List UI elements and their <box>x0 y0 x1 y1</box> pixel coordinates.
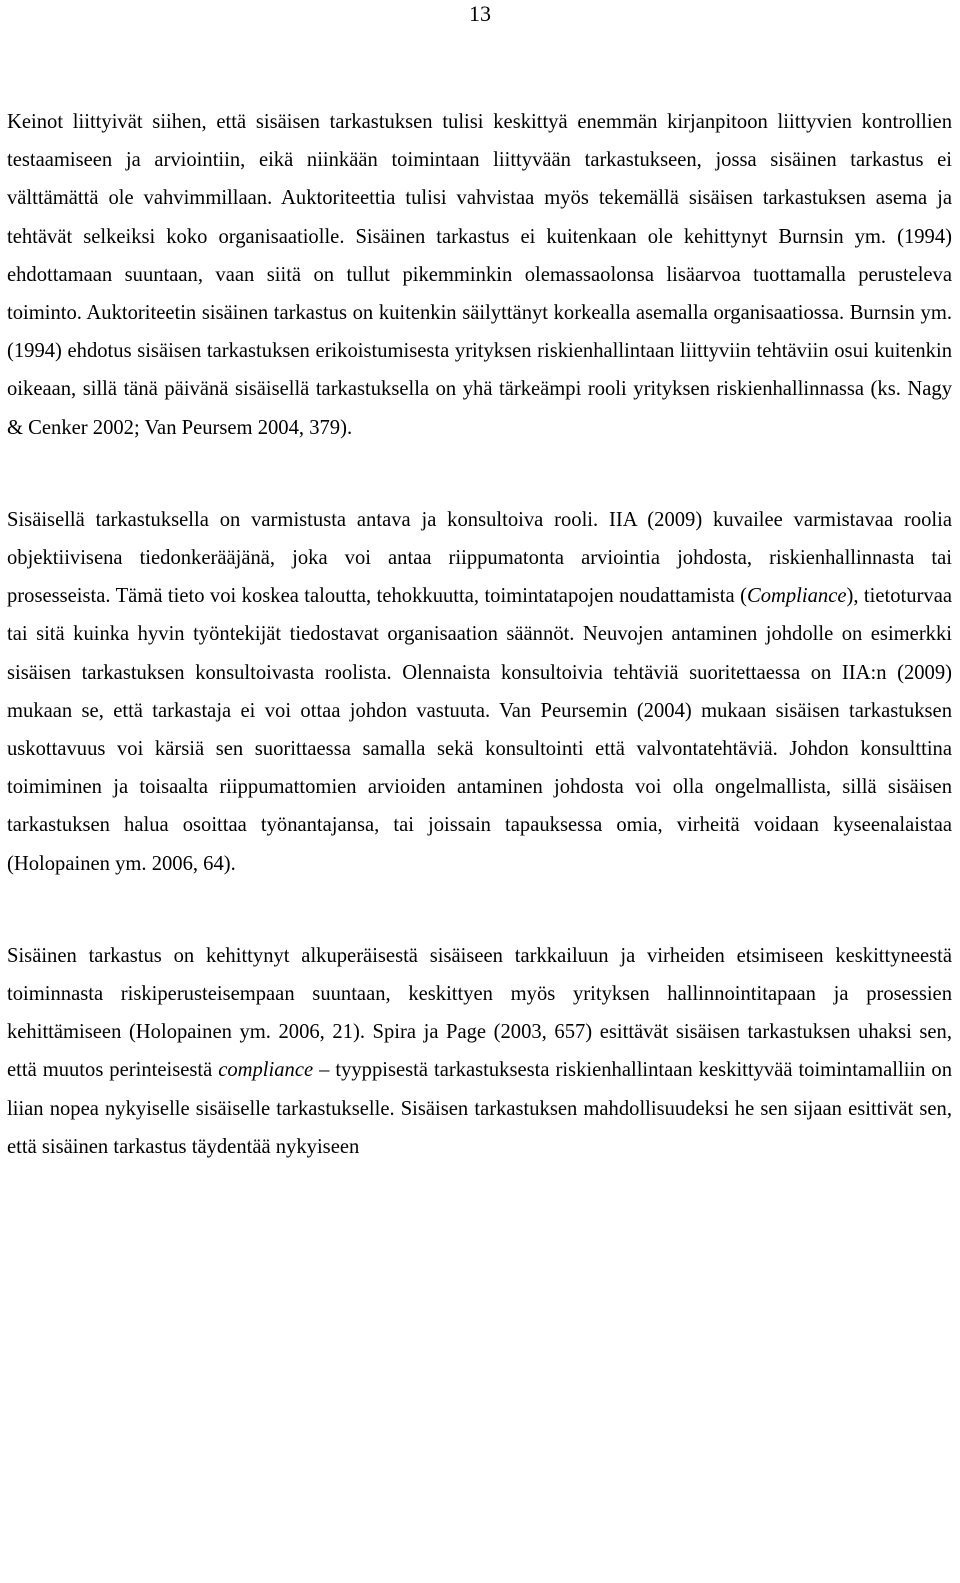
page-body <box>7 103 952 1166</box>
italic-term: Compliance <box>746 585 847 608</box>
text-segment: – tyyppisestä tarkastuksesta riskienhallintaan keskittyvää toimintamalliin on liian nopea nykyiselle sisäiselle tarkastukselle. Sisäisen tarkastuksen mahdollisuudeksi he sen sijaan esittivät sen, että sisäinen tarkastus täydentää nykyiseen <box>7 1059 952 1158</box>
paragraph <box>7 103 952 447</box>
text-segment: ), tietoturvaa tai sitä kuinka hyvin työntekijät tiedostavat organisaation säännöt. Neuvojen antaminen johdolle on esimerkki sisäisen tarkastuksen konsultoivasta roolista. Olennaista konsultoivia tehtäviä suoritettaessa on IIA:n (2009) mukaan se, että tarkastaja ei voi ottaa johdon vastuuta. Van Peursemin (2004) mukaan sisäisen tarkastuksen uskottavuus voi kärsiä sen suorittaessa samalla sekä konsultointi että valvontatehtäviä. Johdon konsulttina toimiminen ja toisaalta riippumattomien arvioiden antaminen johdosta voi olla ongelmallista, sillä sisäisen tarkastuksen halua osoittaa työnantajansa, tai joissain tapauksessa omia, virheitä voidaan kyseenalaistaa (Holopainen ym. 2006, 64). <box>7 585 952 875</box>
text-segment: Keinot liittyivät siihen, että sisäisen tarkastuksen tulisi keskittyä enemmän kirjanpitoon liittyvien kontrollien testaamiseen ja arviointiin, eikä niinkään toimintaan liittyvään tarkastukseen, jossa sisäinen tarkastus ei välttämättä ole vahvimmillaan. Auktoriteettia tulisi vahvistaa myös tekemällä sisäisen tarkastuksen asema ja tehtävät selkeiksi koko organisaatiolle. Sisäinen tarkastus ei kuitenkaan ole kehittynyt Burnsin ym. (1994) ehdottamaan suuntaan, vaan siitä on tullut pikemminkin olemassaolonsa lisäarvoa tuottamalla perusteleva toiminto. Auktoriteetin sisäinen tarkastus on kuitenkin säilyttänyt korkealla asemalla organisaatiossa. Burnsin ym. (1994) ehdotus sisäisen tarkastuksen erikoistumisesta yrityksen riskienhallintaan liittyviin tehtäviin osui kuitenkin oikeaan, sillä tänä päivänä sisäisellä tarkastuksella on yhä tärkeämpi rooli yrityksen riskienhallinnassa (ks. Nagy & Cenker 2002; Van Peursem 2004, 379). <box>7 111 952 439</box>
paragraph <box>7 937 952 1166</box>
paragraph <box>7 501 952 883</box>
text-segment: Sisäinen tarkastus on kehittynyt alkuperäisestä sisäiseen tarkkailuun ja virheiden etsimiseen keskittyneestä toiminnasta riskiperusteisempaan suuntaan, keskittyen myös yrityksen hallinnointitapaan ja prosessien kehittämiseen (Holopainen ym. 2006, 21). Spira ja Page (2003, 657) esittävät sisäisen tarkastuksen uhaksi sen, että muutos perinteisestä <box>7 944 952 1082</box>
page-number: 13 <box>469 1 491 26</box>
text-segment: Sisäisellä tarkastuksella on varmistusta antava ja konsultoiva rooli. IIA (2009) kuvailee varmistavaa roolia objektiivisena tiedonkerääjänä, joka voi antaa riippumatonta arviointia johdosta, riskienhallinnasta tai prosesseista. Tämä tieto voi koskea taloutta, tehokkuutta, toimintatapojen noudattamista ( <box>7 508 952 608</box>
italic-term: compliance <box>218 1059 314 1082</box>
